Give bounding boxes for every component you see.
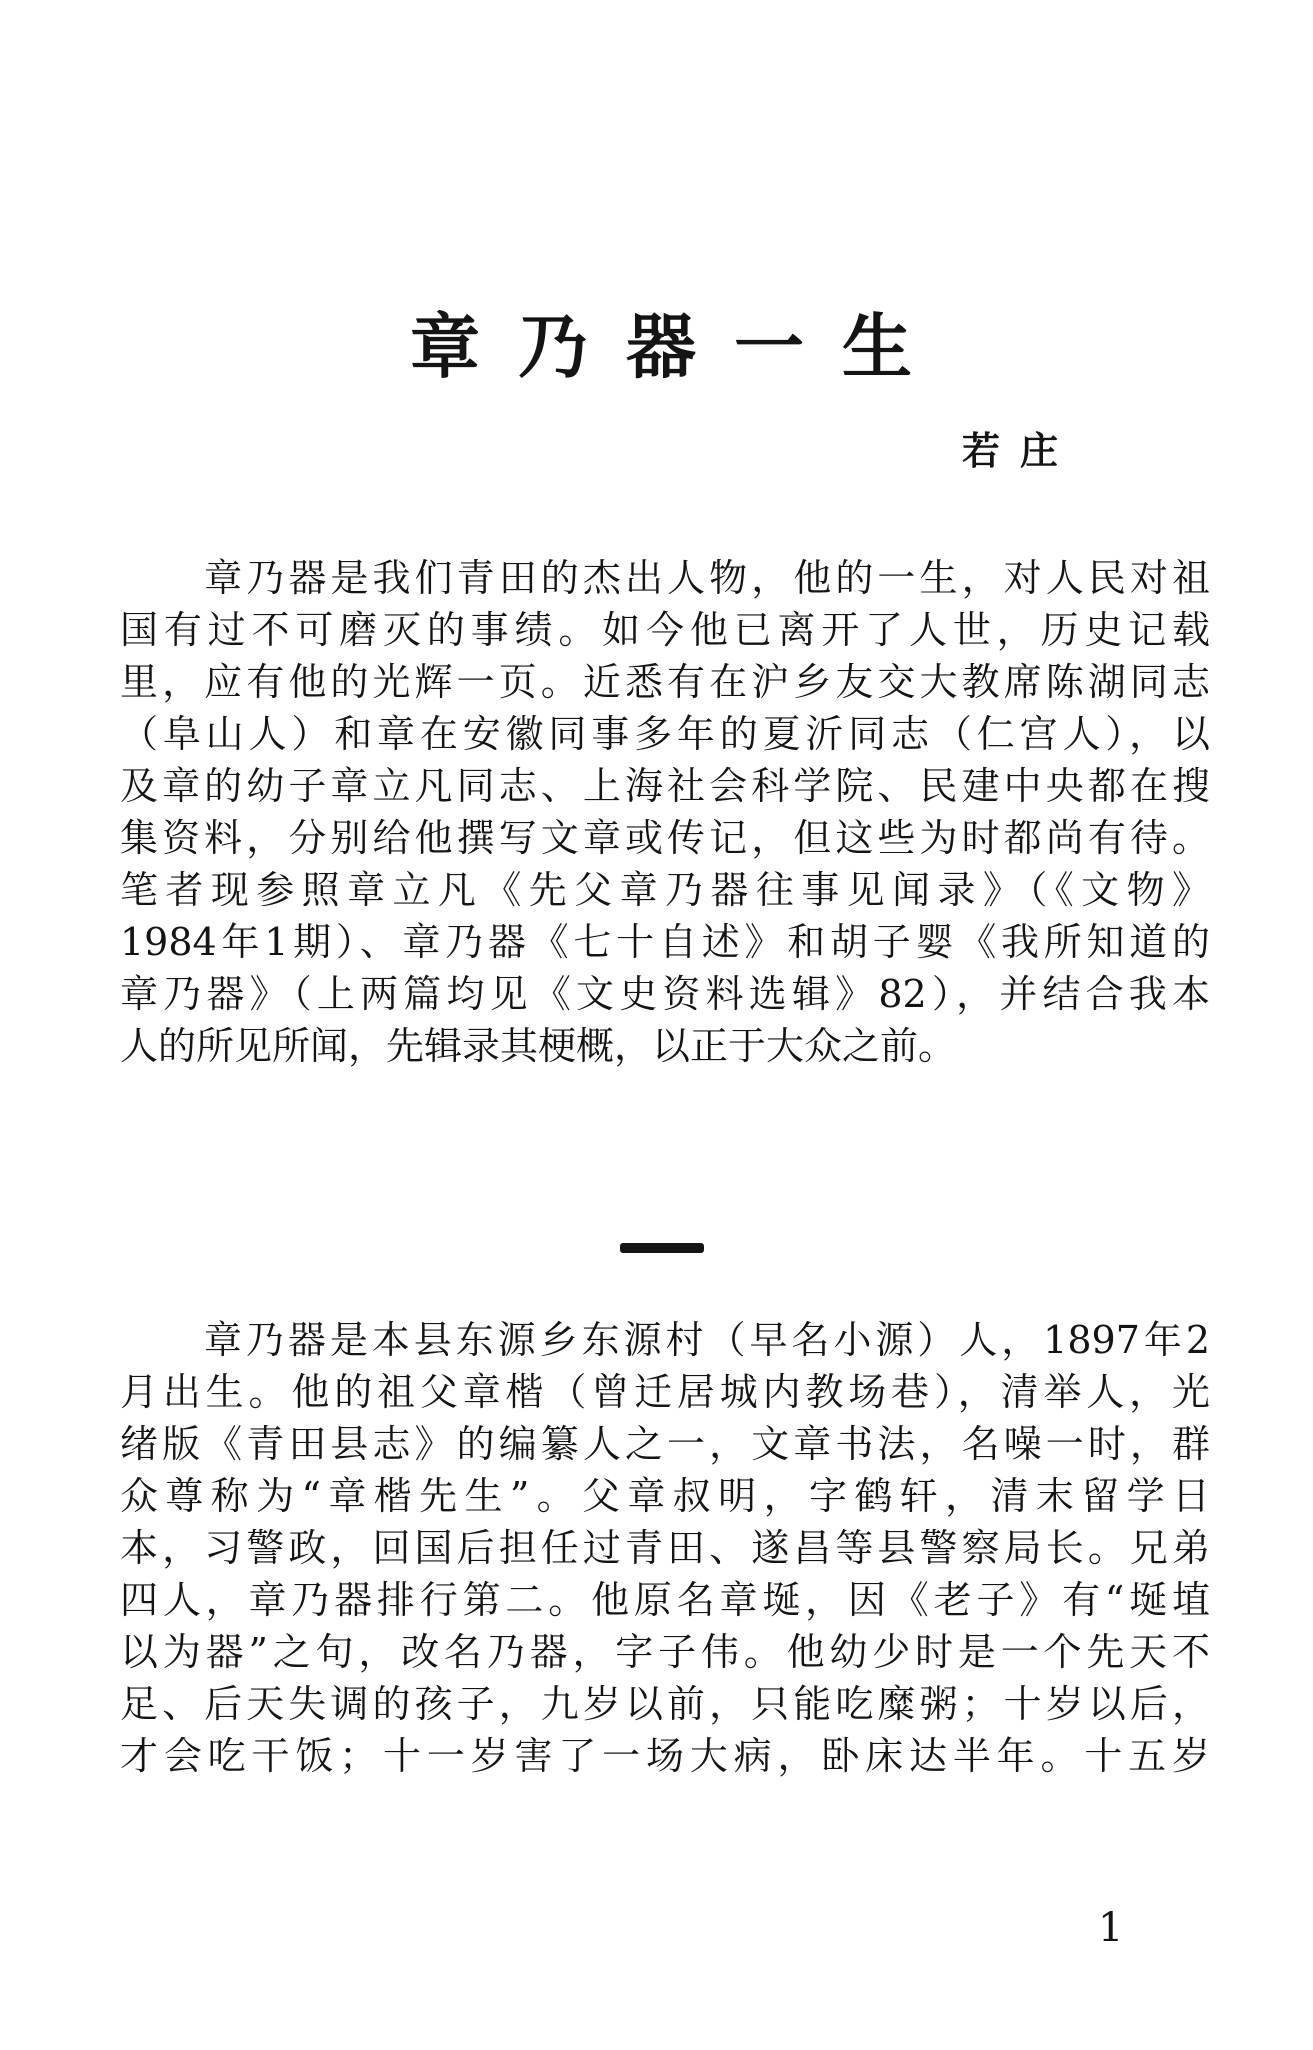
article-title: 章乃器一生	[410, 306, 950, 388]
text-line: 以为器”之句，改名乃器，字子伟。他幼少时是一个先天不	[120, 1630, 1210, 1674]
text-line: （阜山人）和章在安徽同事多年的夏沂同志（仁宫人），以	[120, 712, 1210, 756]
page-number: 1	[1098, 1905, 1124, 1951]
text-line: 笔者现参照章立凡《先父章乃器往事见闻录》（《文物》	[120, 868, 1210, 912]
text-line: 章乃器》（上两篇均见《文史资料选辑》82），并结合我本	[120, 972, 1210, 1016]
text-line: 及章的幼子章立凡同志、上海社会科学院、民建中央都在搜	[120, 764, 1210, 808]
text-line: 国有过不可磨灭的事绩。如今他已离开了人世，历史记载	[120, 608, 1210, 652]
text-line: 才会吃干饭；十一岁害了一场大病，卧床达半年。十五岁	[120, 1734, 1210, 1778]
text-line: 众尊称为“章楷先生”。父章叔明，字鹤轩，清末留学日	[120, 1474, 1210, 1518]
text-line: 月出生。他的祖父章楷（曾迁居城内教场巷），清举人，光	[120, 1370, 1210, 1414]
text-line: 章乃器是我们青田的杰出人物，他的一生，对人民对祖	[120, 556, 1210, 600]
text-line: 足、后天失调的孩子，九岁以前，只能吃糜粥；十岁以后，	[120, 1682, 1210, 1726]
text-line: 章乃器是本县东源乡东源村（早名小源）人，1897年2	[120, 1318, 1210, 1362]
text-line: 集资料，分别给他撰写文章或传记，但这些为时都尚有待。	[120, 816, 1210, 860]
author-name: 若庄	[962, 429, 1079, 473]
text-line: 1984年1期）、章乃器《七十自述》和胡子婴《我所知道的	[120, 920, 1210, 964]
text-line: 人的所见所闻，先辑录其梗概，以正于大众之前。	[120, 1024, 957, 1068]
text-line: 四人，章乃器排行第二。他原名章埏，因《老子》有“埏埴	[120, 1578, 1210, 1622]
text-line: 里，应有他的光辉一页。近悉有在沪乡友交大教席陈湖同志	[120, 660, 1210, 704]
text-line: 绪版《青田县志》的编纂人之一，文章书法，名噪一时，群	[120, 1422, 1210, 1466]
text-line: 本，习警政，回国后担任过青田、遂昌等县警察局长。兄弟	[120, 1526, 1210, 1570]
section-heading	[620, 1243, 704, 1253]
